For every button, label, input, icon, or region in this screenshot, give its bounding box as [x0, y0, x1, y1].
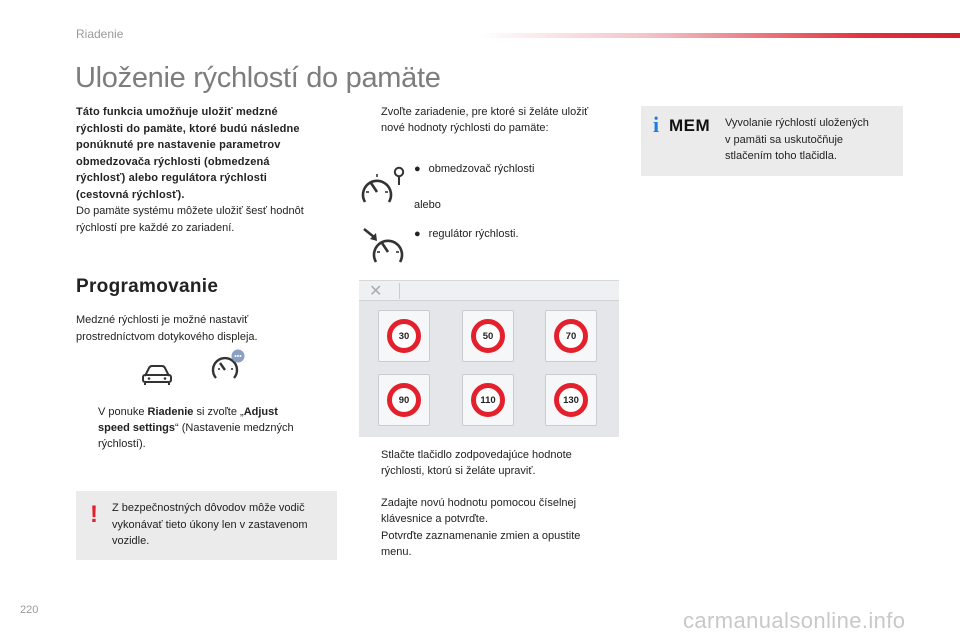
step-confirm	[359, 528, 621, 560]
programming-text	[76, 312, 338, 345]
step-text	[381, 495, 621, 527]
step-select-device	[359, 104, 621, 136]
step-enter-value	[359, 495, 621, 527]
speedometer-settings-icon	[209, 348, 249, 389]
screen-top-bar	[359, 281, 619, 301]
intro-line: rýchlostí pre každé zo zariadení.	[76, 221, 235, 234]
car-icon	[141, 362, 173, 391]
speed-sign: 110	[471, 383, 505, 417]
speed-button-110[interactable]	[462, 374, 514, 426]
step-press-button	[359, 447, 621, 479]
header-accent-bar	[478, 33, 960, 38]
speed-button-30[interactable]	[378, 310, 430, 362]
speed-limiter-icon	[360, 165, 410, 212]
step-text	[98, 404, 338, 452]
step-line: rýchlosti, ktorú si želáte upraviť.	[381, 465, 536, 477]
speed-sign: 90	[387, 383, 421, 417]
divider	[399, 283, 400, 299]
or-text: alebo	[414, 199, 441, 211]
info-text	[725, 115, 895, 165]
step-line: nové hodnoty rýchlosti do pamäte:	[381, 122, 549, 134]
menu-name: Riadenie	[147, 406, 194, 418]
section-header: Riadenie	[76, 27, 124, 41]
mem-button-label: MEM	[669, 116, 711, 135]
cruise-control-icon	[360, 225, 410, 272]
step-middle: si zvoľte „	[193, 406, 244, 418]
option-dot: ●	[414, 163, 421, 175]
step-select-menu	[76, 404, 338, 452]
warning-line: vozidle.	[112, 535, 150, 547]
speed-sign: 50	[471, 319, 505, 353]
step-line: klávesnice a potvrďte.	[381, 513, 489, 525]
programming-heading: Programovanie	[76, 276, 219, 297]
step-text	[381, 528, 621, 560]
intro-bold-line: (cestovná rýchlosť).	[76, 188, 185, 201]
step-text	[381, 104, 621, 136]
option-cruise-control	[414, 228, 519, 240]
programming-line: prostredníctvom dotykového displeja.	[76, 330, 258, 343]
speed-button-50[interactable]	[462, 310, 514, 362]
speed-sign: 30	[387, 319, 421, 353]
speed-sign: 130	[554, 383, 588, 417]
warning-line: vykonávať tieto úkony len v zastavenom	[112, 518, 308, 531]
warning-line: Z bezpečnostných dôvodov môže vodič	[112, 502, 305, 514]
close-icon[interactable]: ✕	[369, 283, 383, 300]
info-box	[641, 106, 903, 176]
warning-text	[112, 500, 332, 550]
speed-button-70[interactable]	[545, 310, 597, 362]
step-prefix: V ponuke	[98, 406, 148, 418]
option-speed-limiter	[414, 163, 534, 175]
option-dot: ●	[414, 228, 421, 240]
step-line: Zadajte novú hodnotu pomocou číselnej	[381, 497, 577, 509]
step-suffix: “ (Nastavenie medzných	[175, 422, 294, 434]
info-icon: i	[653, 112, 660, 137]
programming-line: Medzné rýchlosti je možné nastaviť	[76, 314, 249, 326]
option-name-cont: speed settings	[98, 422, 176, 434]
intro-bold-line: Táto funkcia umožňuje uložiť medzné	[76, 106, 278, 118]
info-line: v pamäti sa uskutočňuje	[725, 133, 844, 146]
info-line: Vyvolanie rýchlostí uložených	[725, 117, 869, 129]
speed-button-130[interactable]	[545, 374, 597, 426]
step-line: Zvoľte zariadenie, pre ktoré si želáte uložiť	[381, 106, 589, 118]
option-name: Adjust	[243, 406, 278, 418]
intro-bold-line: rýchlosti do pamäte, ktoré budú následne	[76, 122, 300, 135]
warning-icon: !	[90, 501, 98, 528]
option-label: regulátor rýchlosti.	[428, 228, 519, 240]
warning-box	[76, 491, 337, 560]
intro-line: Do pamäte systému môžete uložiť šesť hodnôt	[76, 205, 304, 217]
option-label: obmedzovač rýchlosti	[428, 163, 535, 175]
intro-paragraph	[76, 104, 338, 236]
intro-bold-line: ponúknuté pre nastavenie parametrov	[76, 139, 281, 151]
step-line3: rýchlostí).	[98, 438, 146, 450]
page-number: 220	[20, 604, 39, 616]
intro-bold-line: rýchlosť) alebo regulátora rýchlosti	[76, 172, 267, 184]
intro-bold-line: obmedzovača rýchlosti (obmedzená	[76, 155, 270, 168]
info-line: stlačením toho tlačidla.	[725, 150, 837, 162]
step-line: Potvrďte zaznamenanie zmien a opustite	[381, 530, 581, 542]
watermark: carmanualsonline.info	[683, 608, 906, 633]
speed-memory-screen	[359, 280, 619, 437]
step-line: Stlačte tlačidlo zodpovedajúce hodnote	[381, 449, 572, 461]
step-text	[381, 447, 621, 479]
page-title: Uloženie rýchlostí do pamäte	[75, 62, 441, 94]
speed-sign: 70	[554, 319, 588, 353]
speed-button-90[interactable]	[378, 374, 430, 426]
step-line: menu.	[381, 546, 412, 558]
